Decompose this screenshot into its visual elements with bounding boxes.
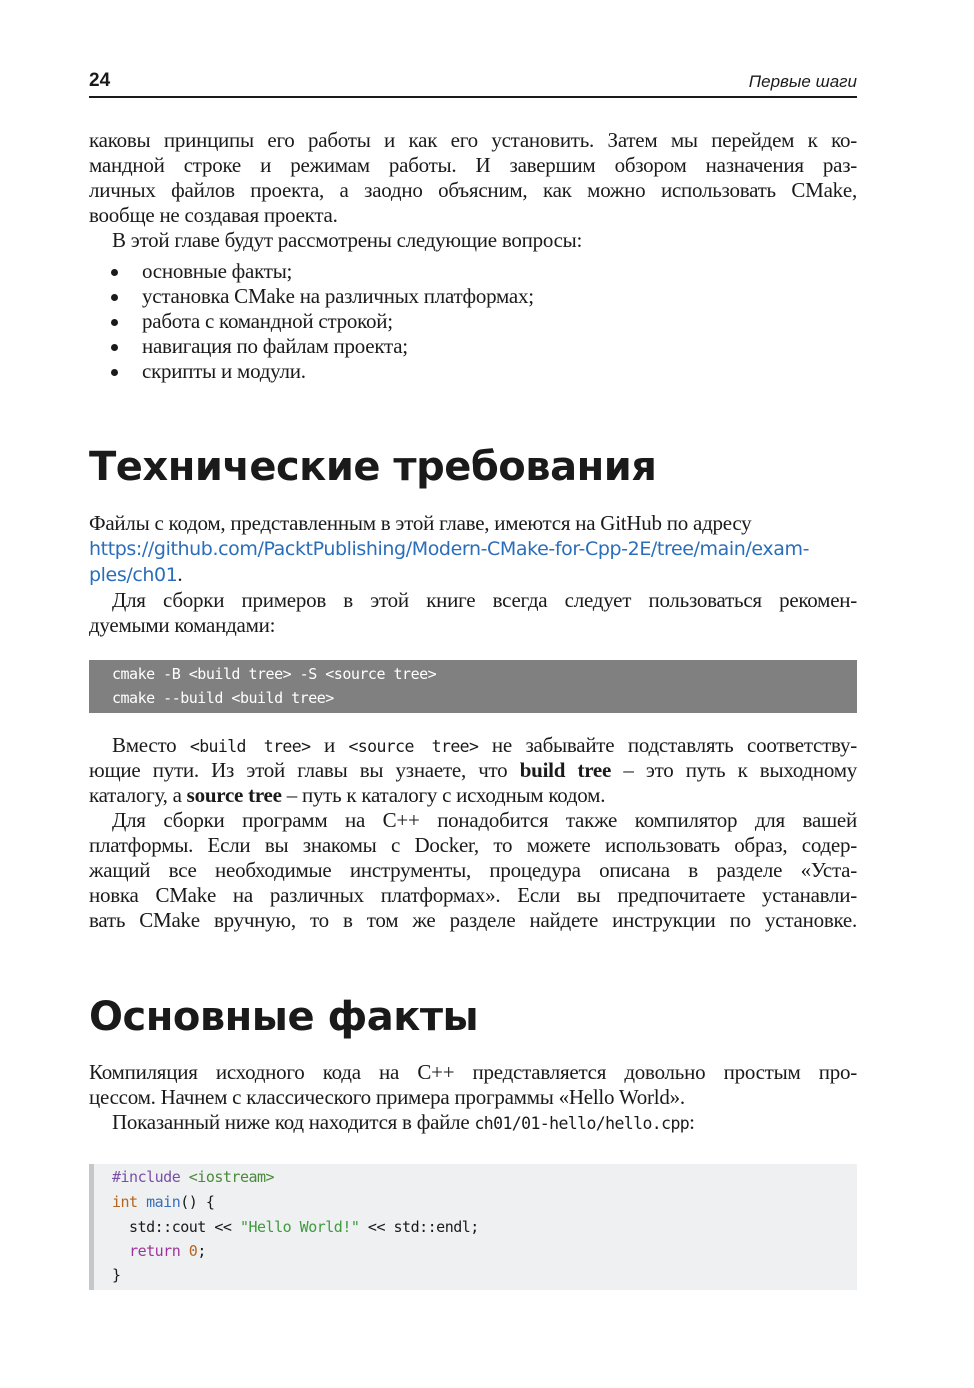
inline-code: <build tree> <box>189 737 311 756</box>
bold-term: build tree <box>519 758 612 782</box>
facts-paragraph: Компиляция исходного кода на C++ представляется довольно простым про- цессом. Начнем с классического примера программы «Hello World». Показанный ниже код находится в файле ch01/01-hello/hello.cpp: <box>89 1060 857 1134</box>
list-item: основные факты; <box>89 259 857 284</box>
bullet-icon <box>111 369 118 376</box>
text-line: вать CMake вручную, то в том же разделе найдете инструкции по установке. <box>89 908 857 932</box>
inline-code: <source tree> <box>348 737 479 756</box>
command-line: cmake -B <build tree> -S <source tree> <box>112 665 437 683</box>
bold-term: source tree <box>186 783 282 807</box>
github-link-cont[interactable]: ples/ch01 <box>89 564 178 586</box>
list-item: работа с командной строкой; <box>89 309 857 334</box>
text-line: Файлы с кодом, представленным в этой главе, имеются на GitHub по адресу <box>89 511 752 535</box>
file-path: ch01/01-hello/hello.cpp <box>474 1114 690 1133</box>
command-block <box>89 660 857 713</box>
text-line: новка CMake на различных платформах». Если вы предпочитаете устанавли- <box>89 883 857 907</box>
text-line: Компиляция исходного кода на C++ представляется довольно простым про- <box>89 1060 857 1084</box>
heading-basic-facts: Основные факты <box>89 994 479 1040</box>
text-line: вообще не создавая проекта. <box>89 203 338 227</box>
bullet-icon <box>111 269 118 276</box>
list-item: скрипты и модули. <box>89 359 857 384</box>
bullet-icon <box>111 344 118 351</box>
list-item: навигация по файлам проекта; <box>89 334 857 359</box>
text-line: жащий все необходимые инструменты, процедура описана в разделе «Уста- <box>89 858 857 882</box>
intro-paragraph <box>89 128 857 253</box>
text-line: Для сборки программ на C++ понадобится также компилятор для вашей <box>112 808 857 832</box>
page-header <box>89 70 857 98</box>
text-line: дуемыми командами: <box>89 613 276 637</box>
text-line: платформы. Если вы знакомы с Docker, то можете использовать образ, содер- <box>89 833 857 857</box>
text-line: Для сборки примеров в этой книге всегда следует пользоваться рекомен- <box>112 588 857 612</box>
text-line: каковы принципы его работы и как его установить. Затем мы перейдем к ко- <box>89 128 857 152</box>
topics-list <box>89 259 857 384</box>
tech-paragraph: Файлы с кодом, представленным в этой главе, имеются на GitHub по адресу https://github.com/PacktPublishing/Modern-CMake-for-Cpp-2E/tree/main/exam- ples/ch01. Для сборки примеров в этой книге всегда следует пользоваться рекомен- дуемыми командами: <box>89 511 857 637</box>
bullet-icon <box>111 294 118 301</box>
command-line: cmake --build <build tree> <box>112 689 334 707</box>
code-block: #include <iostream> int main() { std::cout << "Hello World!" << std::endl; return 0; } <box>89 1164 857 1290</box>
running-title: Первые шаги <box>748 72 857 91</box>
list-item: установка CMake на различных платформах; <box>89 284 857 309</box>
text-line: личных файлов проекта, а заодно объясним, как можно использовать CMake, <box>89 178 857 202</box>
heading-tech-requirements: Технические требования <box>89 444 657 490</box>
text-line: мандной строке и режимам работы. И завершим обзором назначения раз- <box>89 153 857 177</box>
bullet-icon <box>111 319 118 326</box>
github-link[interactable]: https://github.com/PacktPublishing/Modern-CMake-for-Cpp-2E/tree/main/exam- <box>89 538 810 560</box>
topics-intro: В этой главе будут рассмотрены следующие вопросы: <box>112 228 583 252</box>
page-number: 24 <box>89 70 111 91</box>
paths-paragraph: Вместо <build tree> и <source tree> не забывайте подставлять соответству- ющие пути. Из этой главы вы узнаете, что build tree – это путь к выходному каталогу, а source tree – путь к каталогу с исходным кодом. Для сборки программ на C++ понадобится также компилятор для вашей платформы. Если вы знакомы с Docker, то можете использовать образ, содер- жащий все необходимые инструменты, процедура описана в разделе «Уста- новка CMake на различных платформах». Если вы предпочитаете устанавли- вать CMake вручную, то в том же разделе найдете инструкции по установке. <box>89 733 857 932</box>
text-line: цессом. Начнем с классического примера программы «Hello World». <box>89 1085 685 1109</box>
